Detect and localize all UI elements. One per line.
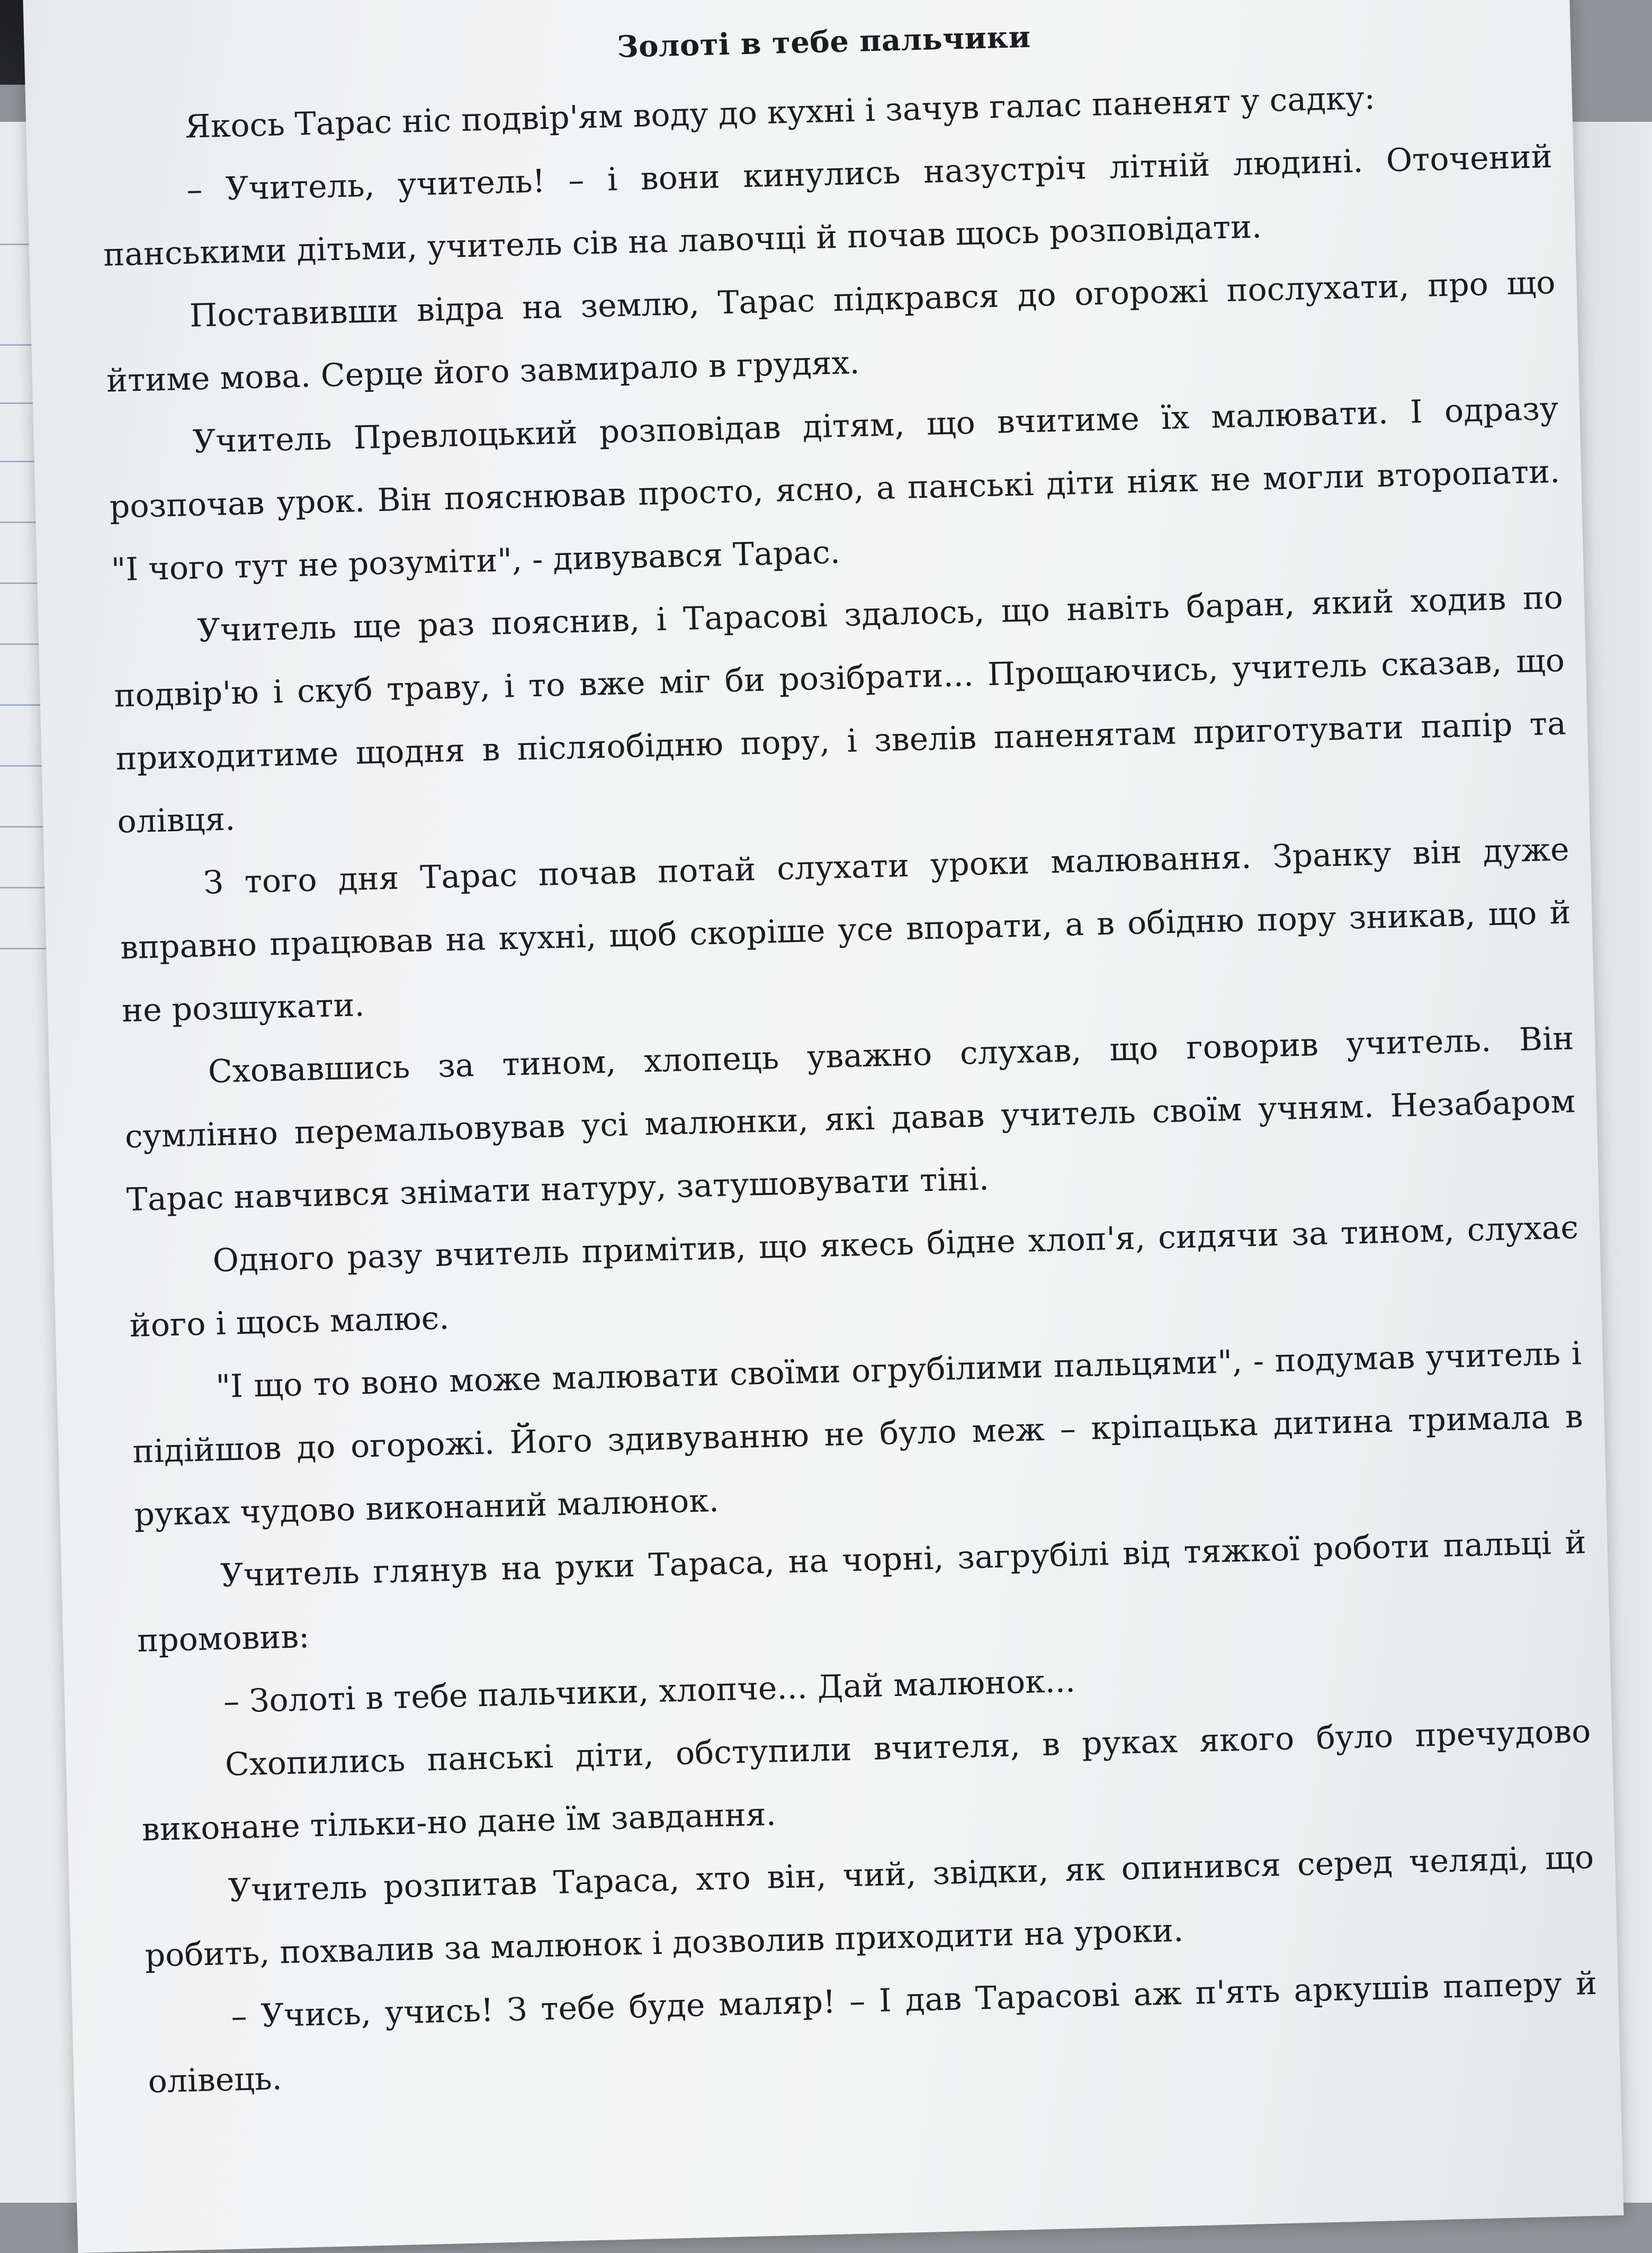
document-title: Золоті в тебе пальчики [616, 19, 1031, 65]
paragraph: Учитель ще раз пояснив, і Тарасові здалось, що навіть баран, який ходив по подвір'ю і скуб траву, і то вже міг би розібрати... Прощаючись, учитель сказав, що приходитиме щодня в післяобідню пору, і звелів паненятам приготувати папір та олівця. [113, 579, 1567, 841]
printed-sheet [23, 0, 1623, 2253]
paragraph: Учитель глянув на руки Тараса, на чорні, загрубілі від тяжкої роботи пальці й промовив: [137, 1524, 1587, 1659]
paragraph: Сховавшись за тином, хлопець уважно слухав, що говорив учитель. Він сумлінно перемальовував усі малюнки, які давав учитель своїм учням. Незабаром Тарас навчився знімати натуру, затушовувати тіні. [124, 1020, 1576, 1219]
document-body [98, 3, 1599, 2114]
paragraph: Учитель розпитав Тараса, хто він, чий, звідки, як опинився серед челяді, що робить, похвалив за малюнок і дозволив приходити на уроки. [144, 1838, 1594, 1974]
paragraph: Учитель Превлоцький розповідав дітям, що вчитиме їх малювати. І одразу розпочав урок. Він пояснював просто, ясно, а панські діти ніяк не могли второпати. "І чого тут не розуміти", - дивувався Тарас. [109, 390, 1560, 589]
paragraph: Одного разу вчитель примітив, що якесь бідне хлоп'я, сидячи за тином, слухає його і щось малює. [129, 1209, 1579, 1345]
paragraph: Якось Тарас ніс подвір'ям воду до кухні і зачув галас паненят у садку: [184, 79, 1376, 146]
paragraph: Поставивши відра на землю, Тарас підкрався до огорожі послухати, про що йтиме мова. Серце його завмирало в грудях. [106, 264, 1556, 400]
paragraph: Схопились панські діти, обступили вчителя, в руках якого було пречудово виконане тільки-но дане їм завдання. [141, 1712, 1592, 1848]
paragraph: "І що то воно може малювати своїми огрубілими пальцями", - подумав учитель і підійшов до огорожі. Його здивуванню не було меж – кріпацька дитина тримала в руках чудово виконаний малюнок. [132, 1335, 1584, 1534]
paragraph: – Золоті в тебе пальчики, хлопче... Дай малюнок... [223, 1662, 1076, 1721]
paragraph: – Учись, учись! З тебе буде маляр! – І дав Тарасові аж п'ять аркушів паперу й олівець. [147, 1964, 1597, 2101]
paragraph: З того дня Тарас почав потай слухати уроки малювання. Зранку він дуже вправно працював на кухні, щоб скоріше усе впорати, а в обідню пору зникав, що й не розшукати. [120, 831, 1572, 1030]
paragraph: – Учитель, учитель! – і вони кинулись назустріч літній людині. Оточений панськими дітьми, учитель сів на лавочці й почав щось розповідати. [103, 138, 1553, 274]
